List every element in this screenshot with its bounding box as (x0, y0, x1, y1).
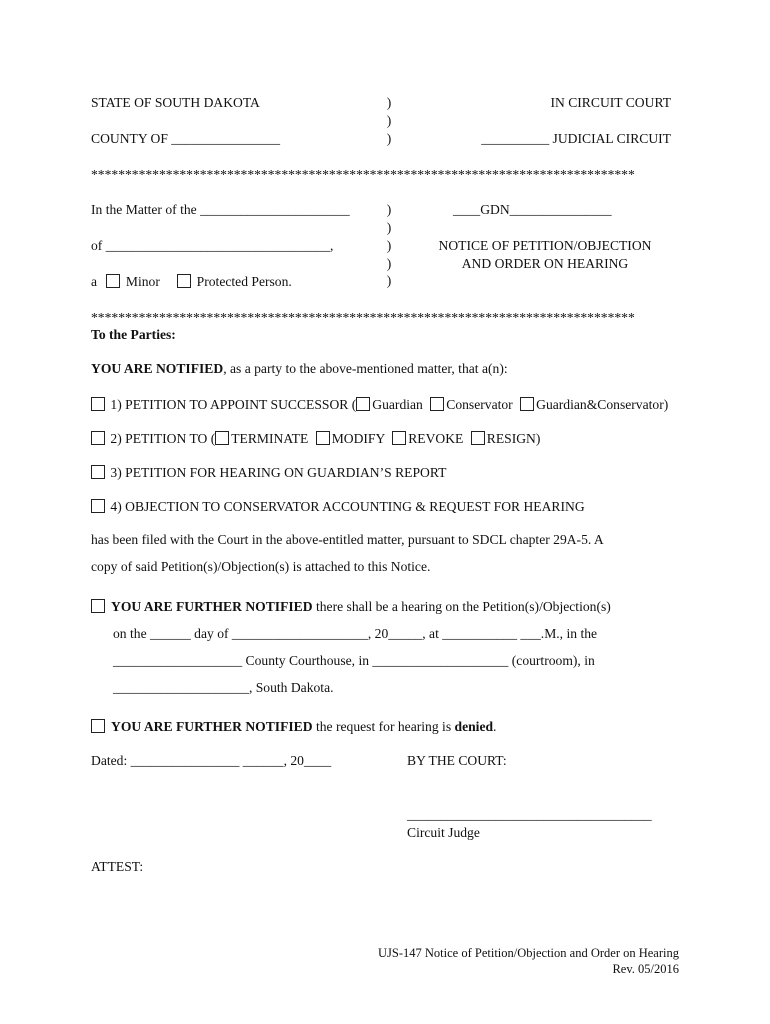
document-title-line1: NOTICE OF PETITION/OBJECTION (438, 238, 652, 253)
paren: ) (386, 220, 392, 235)
item-2-row (91, 431, 540, 446)
denied-text: the request for hearing is (312, 719, 455, 734)
court-label: IN CIRCUIT COURT (550, 95, 671, 110)
item-3-label: 3) PETITION FOR HEARING ON GUARDIAN’S REPORT (110, 465, 447, 480)
filed-text-line2: copy of said Petition(s)/Objection(s) is attached to this Notice. (91, 559, 431, 574)
item-3-checkbox[interactable] (91, 465, 105, 479)
attest-label: ATTEST: (91, 859, 144, 874)
item-1-row (91, 397, 668, 412)
hearing-location-line: ___________________ County Courthouse, in ____________________ (courtroom), in (113, 653, 595, 668)
matter-of-line: of _________________________________, (91, 238, 334, 253)
revision-date: Rev. 05/2016 (612, 962, 679, 976)
guardian-label: Guardian (372, 397, 423, 412)
item-2-label: 2) PETITION TO ( (110, 431, 216, 446)
resign-label: RESIGN) (486, 431, 541, 446)
matter-line: In the Matter of the ______________________ (91, 202, 350, 217)
modify-checkbox[interactable] (316, 431, 330, 445)
denied-period: . (493, 719, 497, 734)
denied-notified-bold: YOU ARE FURTHER NOTIFIED (111, 719, 313, 734)
form-number: UJS-147 Notice of Petition/Objection and Order on Hearing (378, 946, 679, 960)
further-notified-bold: YOU ARE FURTHER NOTIFIED (111, 599, 313, 614)
separator-top: ******************************************************************************** (91, 168, 635, 182)
document-title-line2: AND ORDER ON HEARING (461, 256, 629, 271)
item-1-label: 1) PETITION TO APPOINT SUCCESSOR ( (110, 397, 357, 412)
denied-checkbox[interactable] (91, 719, 105, 733)
item-2-checkbox[interactable] (91, 431, 105, 445)
guardian-checkbox[interactable] (356, 397, 370, 411)
paren: ) (386, 256, 392, 271)
conservator-label: Conservator (446, 397, 513, 412)
guardian-conservator-checkbox[interactable] (520, 397, 534, 411)
separator-bottom: ******************************************************************************** (91, 311, 635, 325)
notified-rest: , as a party to the above-mentioned matter, that a(n): (223, 361, 508, 376)
by-the-court-label: BY THE COURT: (407, 753, 507, 768)
protected-person-checkbox[interactable] (177, 274, 191, 288)
circuit-label: __________ JUDICIAL CIRCUIT (481, 131, 671, 146)
item-1-checkbox[interactable] (91, 397, 105, 411)
hearing-city-line: ____________________, South Dakota. (113, 680, 334, 695)
dated-line: Dated: ________________ ______, 20____ (91, 753, 332, 768)
paren: ) (386, 95, 392, 110)
item-4-checkbox[interactable] (91, 499, 105, 513)
paren: ) (386, 131, 392, 146)
modify-label: MODIFY (331, 431, 385, 446)
further-notified-rest: there shall be a hearing on the Petition(s)/Objection(s) (312, 599, 611, 614)
hearing-date-line: on the ______ day of ____________________, 20_____, at ___________ ___.M., in the (113, 626, 598, 641)
guardian-conservator-label: Guardian&Conservator) (536, 397, 669, 412)
paren: ) (386, 202, 392, 217)
to-parties-heading: To the Parties: (91, 327, 176, 342)
resign-checkbox[interactable] (471, 431, 485, 445)
county-label: COUNTY OF ________________ (91, 131, 281, 146)
minor-label: Minor (125, 274, 160, 289)
conservator-checkbox[interactable] (430, 397, 444, 411)
paren: ) (386, 273, 392, 288)
gdn-number: ____GDN_______________ (453, 202, 612, 217)
filed-text-line1: has been filed with the Court in the above-entitled matter, pursuant to SDCL chapter 29A-5. A (91, 532, 604, 547)
paren: ) (386, 113, 392, 128)
paren: ) (386, 238, 392, 253)
revoke-checkbox[interactable] (392, 431, 406, 445)
state-label: STATE OF SOUTH DAKOTA (91, 95, 260, 110)
notified-bold: YOU ARE NOTIFIED (91, 361, 224, 376)
circuit-judge-label: Circuit Judge (407, 825, 480, 840)
denied-word: denied (454, 719, 494, 734)
hearing-notice-row (91, 599, 611, 614)
item-4-row (91, 499, 585, 514)
hearing-checkbox[interactable] (91, 599, 105, 613)
revoke-label: REVOKE (408, 431, 464, 446)
protected-person-label: Protected Person. (196, 274, 292, 289)
terminate-label: TERMINATE (231, 431, 309, 446)
notified-sentence (91, 362, 508, 376)
judge-signature-line: ____________________________________ (407, 807, 652, 822)
denied-notice-row (91, 719, 496, 734)
ward-type-row (91, 274, 292, 289)
item-3-row (91, 465, 446, 480)
a-label: a (91, 274, 98, 289)
minor-checkbox[interactable] (106, 274, 120, 288)
item-4-label: 4) OBJECTION TO CONSERVATOR ACCOUNTING & REQUEST FOR HEARING (110, 499, 585, 514)
terminate-checkbox[interactable] (215, 431, 229, 445)
